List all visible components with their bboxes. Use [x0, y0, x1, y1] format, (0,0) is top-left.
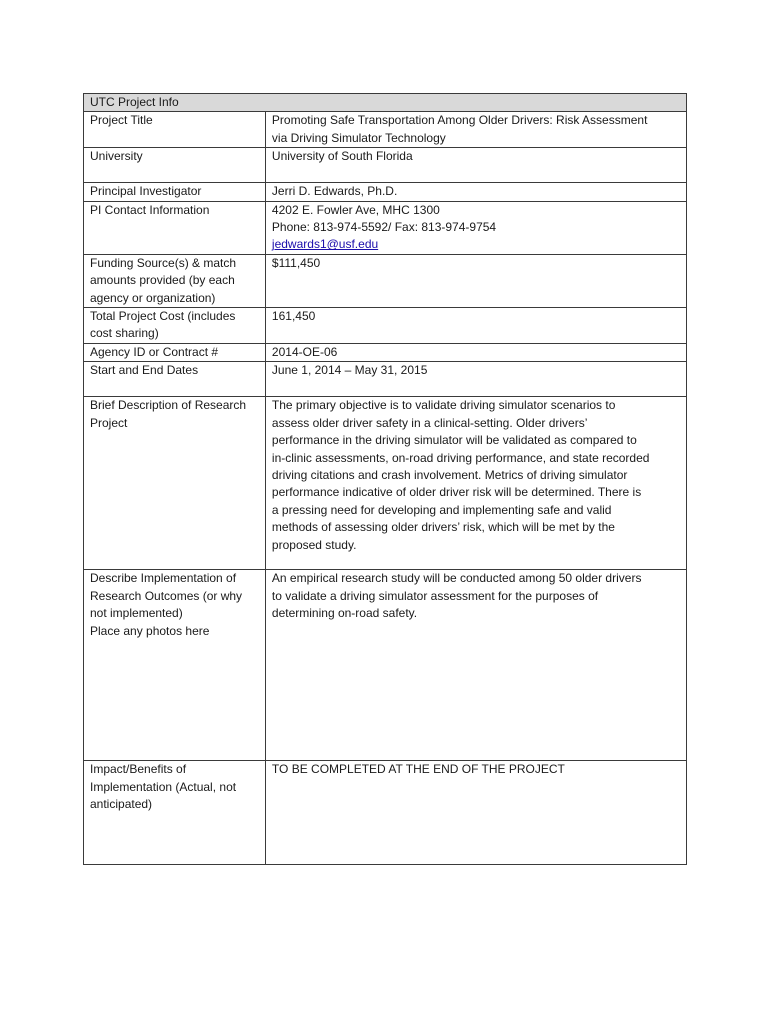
pi-phone-fax: Phone: 813-974-5592/ Fax: 813-974-9754 — [271, 220, 497, 235]
table-row — [84, 570, 687, 761]
impact-label-line: Impact/Benefits of — [90, 762, 187, 777]
table-header: UTC Project Info — [84, 94, 687, 112]
total-cost-label-line: cost sharing) — [90, 326, 159, 341]
description-line: assess older driver safety in a clinical-setting. Older drivers’ — [271, 415, 588, 430]
description-label-line: Brief Description of Research — [90, 398, 247, 413]
project-title-value — [265, 112, 686, 148]
total-cost-label-line: Total Project Cost (includes — [90, 309, 236, 324]
table-row — [84, 343, 687, 361]
table-row — [84, 183, 687, 201]
pi-contact-label: PI Contact Information — [84, 201, 266, 254]
table-row — [84, 397, 687, 570]
table-row — [84, 112, 687, 148]
impact-value: TO BE COMPLETED AT THE END OF THE PROJECT — [265, 761, 686, 865]
dates-label: Start and End Dates — [84, 362, 266, 397]
table-row — [84, 254, 687, 307]
description-line: performance indicative of older driver risk will be determined. There is — [271, 485, 642, 500]
impact-label-line: anticipated) — [90, 797, 153, 812]
project-title-line: Promoting Safe Transportation Among Older Drivers: Risk Assessment — [271, 113, 648, 128]
total-cost-value: 161,450 — [265, 308, 686, 344]
implementation-label — [84, 570, 266, 761]
table-row — [84, 148, 687, 183]
impact-label-line: Implementation (Actual, not — [90, 779, 237, 794]
implementation-line: to validate a driving simulator assessment for the purposes of — [271, 588, 599, 603]
description-line: methods of assessing older drivers’ risk, which will be met by the — [271, 520, 615, 535]
table-row — [84, 761, 687, 865]
description-line: in-clinic assessments, on-road driving performance, and state recorded — [271, 450, 650, 465]
table-row — [84, 201, 687, 254]
description-value — [265, 397, 686, 570]
implementation-label-line: Describe Implementation of — [90, 571, 237, 586]
table-row — [84, 362, 687, 397]
pi-contact-value — [265, 201, 686, 254]
description-line: driving citations and crash involvement. Metrics of driving simulator — [271, 467, 628, 482]
implementation-line: An empirical research study will be conducted among 50 older drivers — [271, 571, 642, 586]
description-label-line: Project — [90, 415, 128, 430]
funding-label-line: agency or organization) — [90, 290, 216, 305]
project-title-label: Project Title — [84, 112, 266, 148]
description-line: The primary objective is to validate driving simulator scenarios to — [271, 398, 616, 413]
impact-label — [84, 761, 266, 865]
description-line: performance in the driving simulator will be validated as compared to — [271, 433, 637, 448]
funding-label-line: Funding Source(s) & match — [90, 255, 237, 270]
implementation-label-line: Place any photos here — [90, 623, 210, 638]
principal-investigator-value: Jerri D. Edwards, Ph.D. — [265, 183, 686, 201]
description-label — [84, 397, 266, 570]
funding-label-line: amounts provided (by each — [90, 273, 235, 288]
description-line: proposed study. — [271, 537, 357, 552]
utc-project-info-table — [83, 93, 687, 865]
pi-address: 4202 E. Fowler Ave, MHC 1300 — [271, 202, 440, 217]
description-line: a pressing need for developing and implementing safe and valid — [271, 502, 612, 517]
implementation-line: determining on-road safety. — [271, 606, 418, 621]
principal-investigator-label: Principal Investigator — [84, 183, 266, 201]
implementation-label-line: Research Outcomes (or why — [90, 588, 243, 603]
agency-id-label: Agency ID or Contract # — [84, 343, 266, 361]
implementation-value — [265, 570, 686, 761]
funding-label — [84, 254, 266, 307]
header-row — [84, 94, 687, 112]
agency-id-value: 2014-OE-06 — [265, 343, 686, 361]
university-label: University — [84, 148, 266, 183]
funding-value: $111,450 — [265, 254, 686, 307]
project-title-line: via Driving Simulator Technology — [271, 130, 446, 145]
table-row — [84, 308, 687, 344]
pi-email-link[interactable]: jedwards1@usf.edu — [271, 237, 379, 252]
total-cost-label — [84, 308, 266, 344]
university-value: University of South Florida — [265, 148, 686, 183]
dates-value: June 1, 2014 – May 31, 2015 — [265, 362, 686, 397]
implementation-label-line: not implemented) — [90, 606, 183, 621]
